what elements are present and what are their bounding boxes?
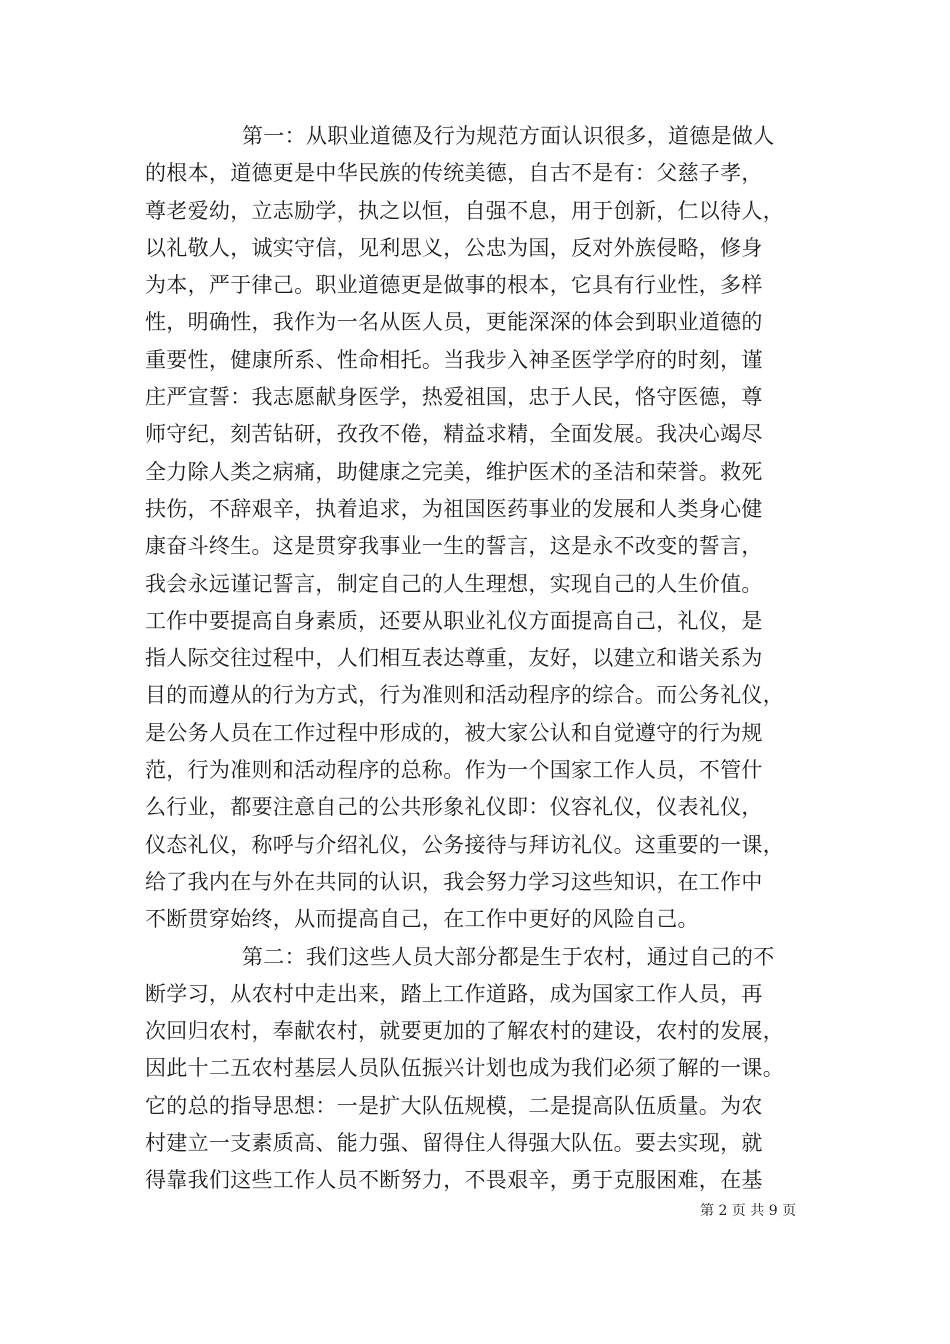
paragraph-1-line: 全力除人类之病痛，助健康之完美，维护医术的圣洁和荣誉。救死 bbox=[145, 459, 763, 484]
paragraph-1-line: 工作中要提高自身素质，还要从职业礼仪方面提高自己，礼仪，是 bbox=[145, 608, 763, 633]
paragraph-2-line: 得靠我们这些工作人员不断努力，不畏艰辛，勇于克服困难，在基 bbox=[145, 1168, 763, 1193]
paragraph-1-line: 的根本，道德更是中华民族的传统美德，自古不是有：父慈子孝， bbox=[145, 161, 763, 186]
paragraph-2-line: 断学习，从农村中走出来，踏上工作道路，成为国家工作人员，再 bbox=[145, 981, 763, 1006]
paragraph-1-line: 仪态礼仪，称呼与介绍礼仪，公务接待与拜访礼仪。这重要的一课， bbox=[145, 832, 784, 857]
paragraph-2-line: 它的总的指导思想：一是扩大队伍规模，二是提高队伍质量。为农 bbox=[145, 1093, 763, 1118]
paragraph-1-line: 康奋斗终生。这是贯穿我事业一生的誓言，这是永不改变的誓言， bbox=[145, 534, 763, 559]
paragraph-1-line: 指人际交往过程中，人们相互表达尊重，友好，以建立和谐关系为 bbox=[145, 646, 763, 671]
paragraph-1-line: 目的而遵从的行为方式，行为准则和活动程序的综合。而公务礼仪， bbox=[145, 683, 784, 708]
paragraph-2-line: 村建立一支素质高、能力强、留得住人得强大队伍。要去实现，就 bbox=[145, 1131, 763, 1156]
paragraph-1-line: 性，明确性，我作为一名从医人员，更能深深的体会到职业道德的 bbox=[145, 310, 763, 335]
page-number-footer: 第 2 页 共 9 页 bbox=[700, 1203, 797, 1219]
paragraph-1-line: 我会永远谨记誓言，制定自己的人生理想，实现自己的人生价值。 bbox=[145, 571, 763, 596]
paragraph-1-line: 范，行为准则和活动程序的总称。作为一个国家工作人员，不管什 bbox=[145, 758, 763, 783]
paragraph-1-line: 扶伤，不辞艰辛，执着追求，为祖国医药事业的发展和人类身心健 bbox=[145, 496, 763, 521]
paragraph-1-line: 以礼敬人，诚实守信，见利思义，公忠为国，反对外族侵略，修身 bbox=[145, 235, 763, 260]
document-body bbox=[145, 118, 815, 1200]
paragraph-1-line: 尊老爱幼，立志励学，执之以恒，自强不息，用于创新，仁以待人， bbox=[145, 198, 784, 223]
paragraph-1-line: 第一：从职业道德及行为规范方面认识很多，道德是做人 bbox=[242, 124, 775, 148]
paragraph-2-line: 次回归农村，奉献农村，就要更加的了解农村的建设，农村的发展， bbox=[145, 1019, 784, 1044]
paragraph-2-line: 因此十二五农村基层人员队伍振兴计划也成为我们必须了解的一课。 bbox=[145, 1056, 784, 1081]
paragraph-1-line: 么行业，都要注意自己的公共形象礼仪即：仪容礼仪，仪表礼仪， bbox=[145, 795, 763, 820]
paragraph-1-line: 为本，严于律己。职业道德更是做事的根本，它具有行业性，多样 bbox=[145, 273, 763, 298]
paragraph-1-line: 不断贯穿始终，从而提高自己，在工作中更好的风险自己。 bbox=[145, 907, 699, 932]
paragraph-2-line: 第二：我们这些人员大部分都是生于农村，通过自己的不 bbox=[242, 944, 775, 969]
paragraph-1-line: 重要性，健康所系、性命相托。当我步入神圣医学学府的时刻，谨 bbox=[145, 347, 763, 372]
paragraph-1-line: 给了我内在与外在共同的认识，我会努力学习这些知识，在工作中 bbox=[145, 869, 763, 894]
paragraph-1-line: 庄严宣誓：我志愿献身医学，热爱祖国，忠于人民，恪守医德，尊 bbox=[145, 385, 763, 410]
paragraph-1-line: 师守纪，刻苦钻研，孜孜不倦，精益求精，全面发展。我决心竭尽 bbox=[145, 422, 763, 447]
paragraph-1-line: 是公务人员在工作过程中形成的，被大家公认和自觉遵守的行为规 bbox=[145, 720, 763, 745]
